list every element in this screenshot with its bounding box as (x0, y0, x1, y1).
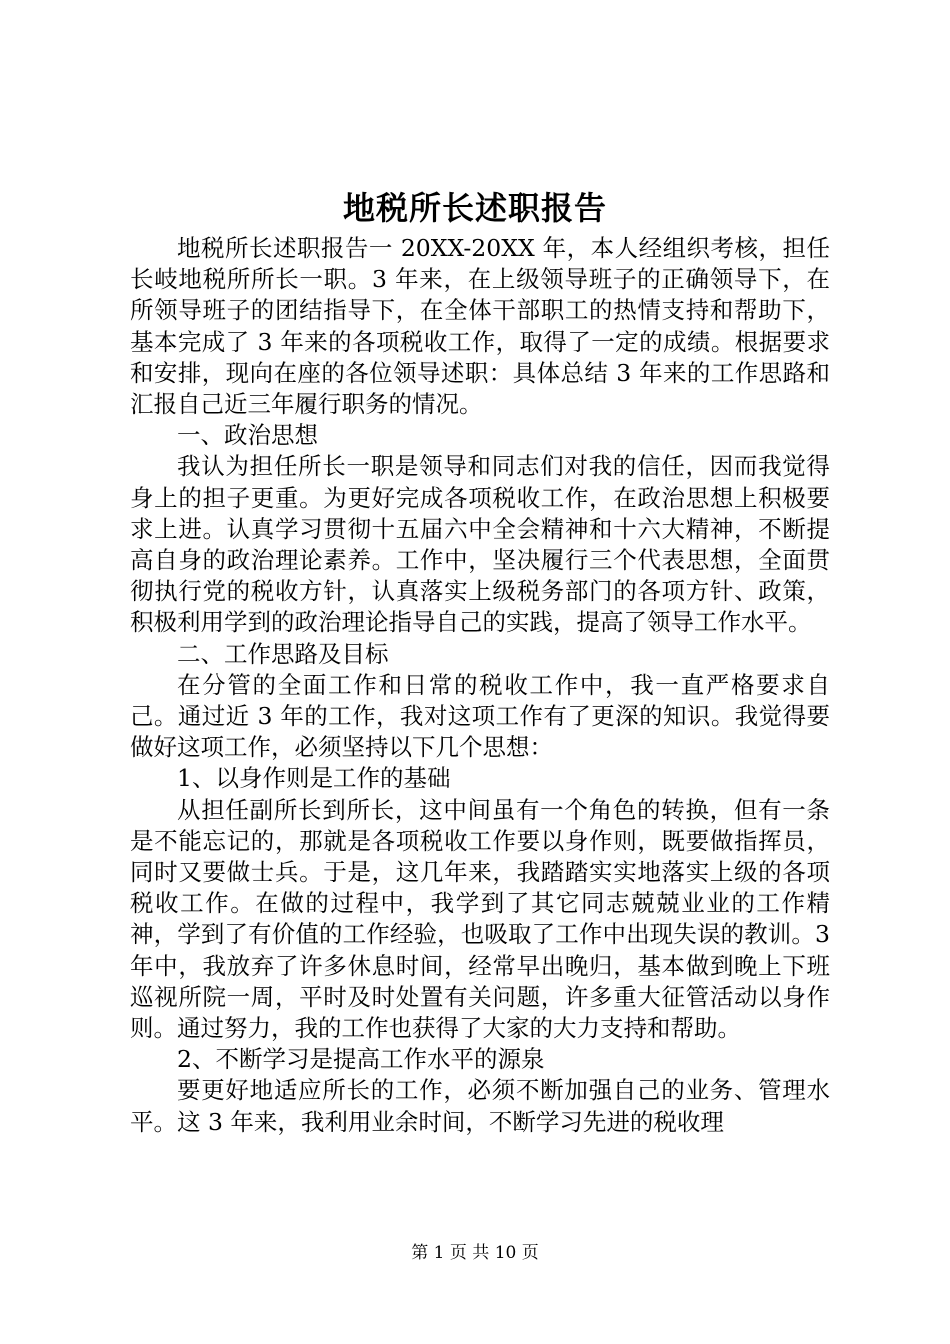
subheading-lead-by-example: 1、以身作则是工作的基础 (177, 764, 451, 793)
section-heading-work-approach: 二、工作思路及目标 (177, 639, 389, 668)
paragraph-political: 我认为担任所长一职是领导和同志们对我的信任，因而我觉得身上的担子更重。为更好完成各项税收工作，在政治思想上积极要求上进。认真学习贯彻十五届六中全会精神和十六大精神，不断提高自身的政治理论素养。工作中，坚决履行三个代表思想，全面贯彻执行党的税收方针，认真落实上级税务部门的各项方针、政策，积极利用学到的政治理论指导自己的实践，提高了领导工作水平。 (130, 452, 830, 637)
document-title: 地税所长述职报告 (342, 189, 607, 227)
section-heading-political: 一、政治思想 (177, 421, 318, 450)
document-body (130, 233, 830, 1138)
subheading-continuous-learning: 2、不断学习是提高工作水平的源泉 (177, 1045, 545, 1074)
paragraph-intro: 地税所长述职报告一 20XX-20XX 年，本人经组织考核，担任长岐地税所所长一职。3 年来，在上级领导班子的正确领导下，在所领导班子的团结指导下，在全体干部职工的热情支持和帮助下，基本完成了 3 年来的各项税收工作，取得了一定的成绩。根据要求和安排，现向在座的各位领导述职：具体总结 3 年来的工作思路和汇报自己近三年履行职务的情况。 (130, 234, 830, 419)
paragraph-lead-by-example: 从担任副所长到所长，这中间虽有一个角色的转换，但有一条是不能忘记的，那就是各项税收工作要以身作则，既要做指挥员，同时又要做士兵。于是，这几年来，我踏踏实实地落实上级的各项税收工作。在做的过程中，我学到了其它同志兢兢业业的工作精神，学到了有价值的工作经验，也吸取了工作中出现失误的教训。3 年中，我放弃了许多休息时间，经常早出晚归，基本做到晚上下班巡视所院一周，平时及时处置有关问题，许多重大征管活动以身作则。通过努力，我的工作也获得了大家的大力支持和帮助。 (130, 795, 830, 1043)
page-footer: 第 1 页 共 10 页 (411, 1243, 539, 1263)
paragraph-continuous-learning: 要更好地适应所长的工作，必须不断加强自己的业务、管理水平。这 3 年来，我利用业余时间，不断学习先进的税收理 (130, 1076, 830, 1136)
paragraph-work-approach: 在分管的全面工作和日常的税收工作中，我一直严格要求自己。通过近 3 年的工作，我对这项工作有了更深的知识。我觉得要做好这项工作，必须坚持以下几个思想： (130, 670, 830, 762)
